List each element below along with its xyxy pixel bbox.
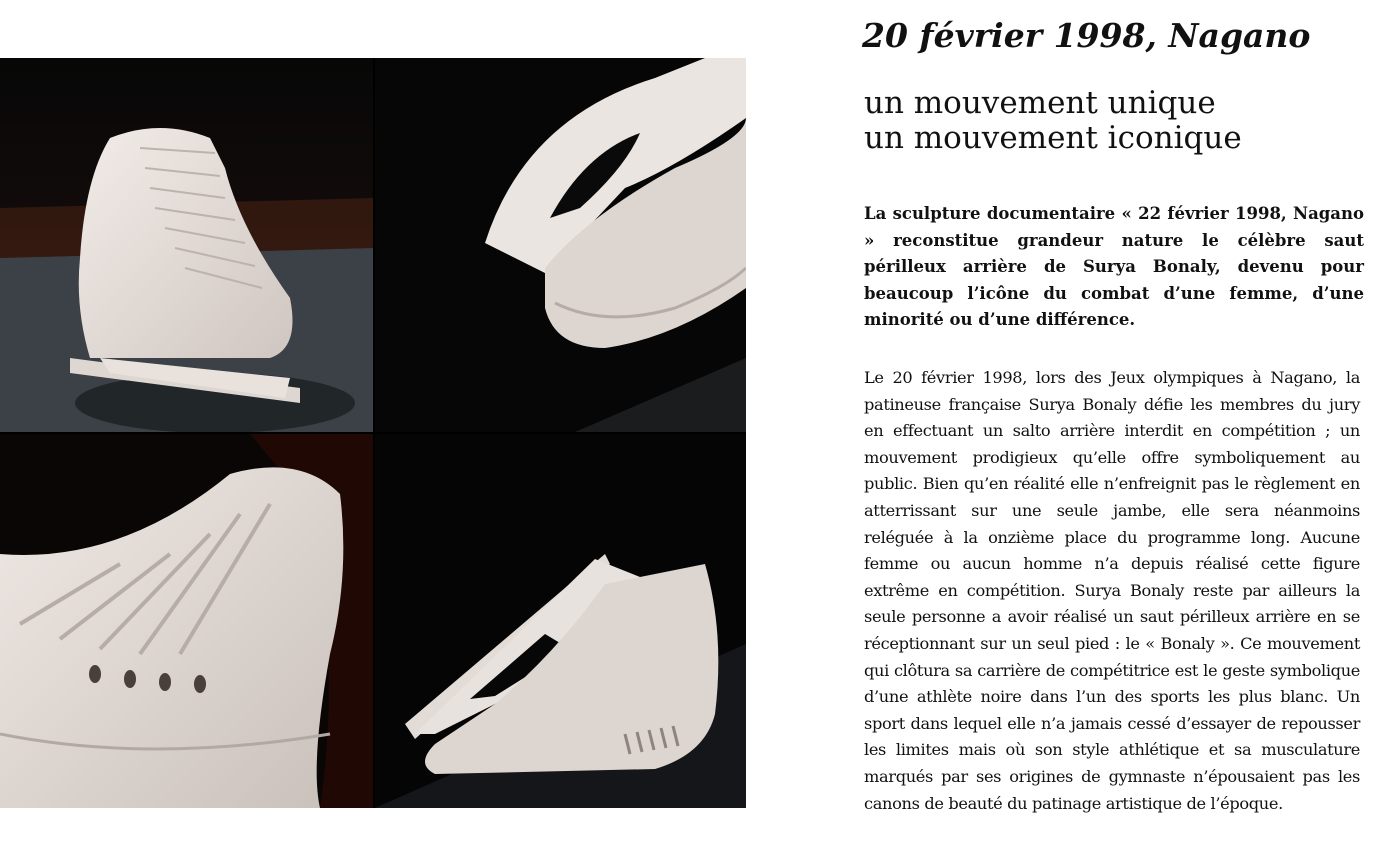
skate-blade-closeup-photo [375, 58, 746, 432]
body-paragraph: Le 20 février 1998, lors des Jeux olympiques à Nagano, la patineuse française Surya Bonaly défie les membres du jury en effectuant un salto arrière interdit en compétition ; un mouvement prodigieux qu’elle offre symboliquement au public. Bien qu’en réalité elle n’enfreignit pas le règlement en atterrissant sur une seule jambe, elle sera néanmoins reléguée à la onzième place du programme long. Aucune femme ou aucun homme n’a depuis réalisé cette figure extrême en compétition. Surya Bonaly reste par ailleurs la seule personne a avoir réalisé un saut périlleux arrière en se réceptionnant sur un seul pied : le « Bonaly ». Ce mouvement qui clôtura sa carrière de compétitrice est le geste symbolique d’une athlète noire dans l’un des sports les plus blanc. Un sport dans lequel elle n’a jamais cessé d’essayer de repousser les limites mais où son style athlétique et sa musculature marqués par ses origines de gymnaste n’épousaient pas les canons de beauté du patinage artistique de l’époque. [864, 368, 1360, 813]
photo-grid [0, 58, 746, 808]
skate-laces-closeup-photo [0, 434, 373, 808]
page-subtitle [864, 86, 1384, 156]
page-title: 20 février 1998, Nagano [862, 16, 1311, 55]
lead-paragraph: La sculpture documentaire « 22 février 1998, Nagano » reconstitue grandeur nature le célèbre saut périlleux arrière de Surya Bonaly, devenu pour beaucoup l’icône du combat d’une femme, d’une minorité ou d’une différence. [864, 204, 1364, 329]
skate-side-blade-photo [375, 434, 746, 808]
white-skate-full-view-photo [0, 58, 373, 432]
subtitle-line-1: un mouvement unique [864, 85, 1216, 121]
subtitle-line-2: un mouvement iconique [864, 120, 1242, 156]
